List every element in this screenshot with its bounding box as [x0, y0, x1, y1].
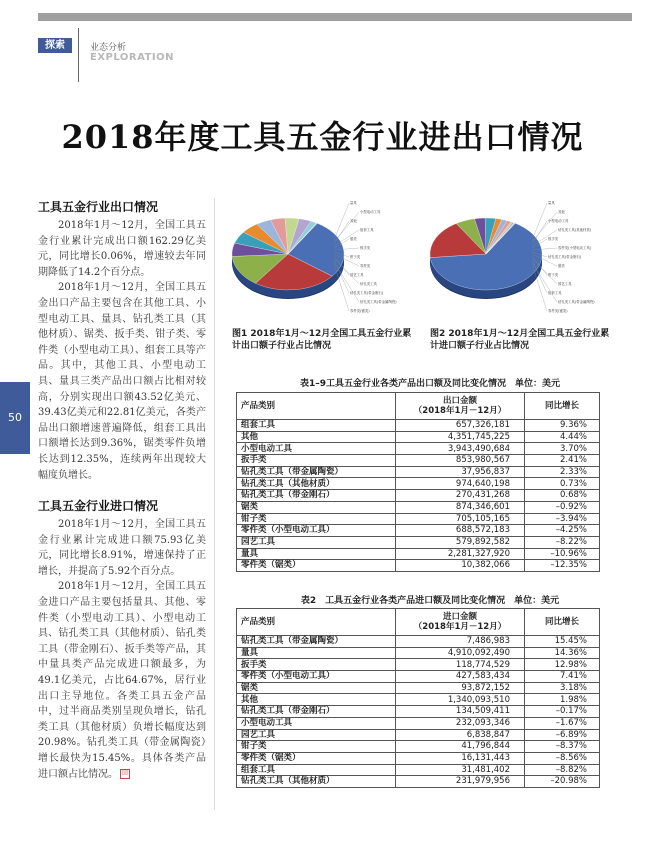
- figure-2-caption: 图2 2018年1月～12月全国工具五金行业累计进口额子行业占比情况: [430, 329, 610, 351]
- cell-category: 钳子类: [237, 513, 396, 525]
- cell-growth: 0.68%: [525, 490, 600, 502]
- cell-amount: 6,838,847: [396, 729, 525, 741]
- export-table: [236, 392, 600, 572]
- cell-growth: –0.92%: [525, 501, 600, 513]
- cell-category: 钳子类: [237, 741, 396, 753]
- cell-growth: 0.73%: [525, 478, 600, 490]
- pie-leader-line: [532, 262, 557, 302]
- pie-label: 量具: [548, 201, 555, 205]
- table-row: [237, 647, 600, 659]
- cell-amount: 2,281,327,920: [396, 548, 525, 560]
- cell-growth: –12.35%: [525, 560, 600, 572]
- pie-leader-line: [334, 262, 359, 302]
- cell-amount: 853,980,567: [396, 455, 525, 467]
- import-table: [236, 608, 600, 788]
- pie-leader-line: [532, 221, 547, 244]
- pie-leader-line: [334, 203, 349, 240]
- table-row: [237, 548, 600, 560]
- pie-label: 钳子类: [548, 273, 559, 277]
- pie-label: 钻孔类工具(带金刚石): [350, 291, 384, 295]
- cell-amount: 232,093,346: [396, 717, 525, 729]
- cell-category: 扳手类: [237, 659, 396, 671]
- table-row: [237, 729, 600, 741]
- cell-growth: –20.98%: [525, 776, 600, 788]
- import-paragraph-1: 2018年1月～12月，全国工具五金行业累计完成进口额75.93亿美元，同比增长8.91%，增速保持了正增长，并提高了5.92个百分点。: [38, 519, 206, 577]
- cell-amount: 37,956,837: [396, 466, 525, 478]
- table-row: [237, 752, 600, 764]
- column-divider: [214, 198, 215, 810]
- cell-amount: 705,105,165: [396, 513, 525, 525]
- table-row: [237, 455, 600, 467]
- cell-growth: 2.41%: [525, 455, 600, 467]
- cell-amount: 10,382,066: [396, 560, 525, 572]
- pie-label: 园艺工具: [350, 273, 364, 277]
- export-paragraph-2: 2018年1月～12月，全国工具五金出口产品主要包含在其他工具、小型电动工具、量具、钻孔类工具（其他材质）、锯类、扳手类、钳子类、零件类（小型电动工具）、组套工具等产品。其中，其他工具、小型电动工具、量具三类产品出口额占比相对较高，分别实现出口额43.52亿美元、39.43亿美元和22.81亿美元，各类产品出口额增速普遍降低，组套工具出口额增长达到9.36%，锯类零件负增长达到12.35%，连续两年出现较大幅度负增长。: [38, 282, 206, 481]
- table-row: [237, 682, 600, 694]
- table-row: [237, 776, 600, 788]
- cell-amount: 974,640,198: [396, 478, 525, 490]
- cell-category: 小型电动工具: [237, 443, 396, 455]
- export-heading: 工具五金行业出口情况: [38, 200, 159, 214]
- table-row: [237, 764, 600, 776]
- table-row: [237, 466, 600, 478]
- cell-growth: –8.82%: [525, 764, 600, 776]
- cell-category: 组套工具: [237, 420, 396, 432]
- cell-category: 钻孔类工具（带金属陶瓷）: [237, 466, 396, 478]
- table-row: [237, 717, 600, 729]
- table-row: [237, 431, 600, 443]
- cell-amount: 16,131,443: [396, 752, 525, 764]
- cell-category: 其他: [237, 694, 396, 706]
- cell-growth: –1.67%: [525, 717, 600, 729]
- cell-growth: –0.17%: [525, 706, 600, 718]
- table-header-growth: 同比增长: [525, 393, 600, 420]
- pie-label: 钻孔类工具(带金属陶瓷): [360, 300, 397, 304]
- cell-growth: –8.22%: [525, 536, 600, 548]
- pie-label: 扳手类: [360, 246, 371, 250]
- cell-growth: 9.36%: [525, 420, 600, 432]
- cell-growth: –3.94%: [525, 513, 600, 525]
- pie-label: 零件类(锯类): [350, 309, 370, 313]
- import-pie-chart: [424, 196, 614, 324]
- pie-label: 组套工具: [548, 291, 562, 295]
- cell-growth: –8.37%: [525, 741, 600, 753]
- pie-leader-line: [532, 203, 547, 240]
- pie-label: 其他: [558, 210, 565, 214]
- table-row: [237, 636, 600, 648]
- figure-1-caption: 图1 2018年1月～12月全国工具五金行业累计出口额子行业占比情况: [232, 329, 412, 351]
- section-name-en: EXPLORATION: [90, 52, 174, 63]
- cell-category: 小型电动工具: [237, 717, 396, 729]
- cell-category: 零件类（小型电动工具）: [237, 525, 396, 537]
- pie-label: 零件类(锯类): [548, 309, 568, 313]
- cell-category: 扳手类: [237, 455, 396, 467]
- cell-growth: 3.70%: [525, 443, 600, 455]
- pie-label: 小型电动工具: [548, 219, 569, 223]
- table-row: [237, 741, 600, 753]
- pie-label: 园艺工具: [558, 282, 572, 286]
- cell-amount: 427,583,434: [396, 671, 525, 683]
- cell-amount: 3,943,490,684: [396, 443, 525, 455]
- cell-growth: 2.33%: [525, 466, 600, 478]
- cell-growth: 15.45%: [525, 636, 600, 648]
- cell-category: 锯类: [237, 682, 396, 694]
- top-bar: [38, 13, 632, 21]
- cell-amount: 4,910,092,490: [396, 647, 525, 659]
- pie-label: 钳子类: [350, 255, 361, 259]
- cell-category: 钻孔类工具（其他材质）: [237, 478, 396, 490]
- import-paragraph-2-text: 2018年1月～12月，全国工具五金进口产品主要包括量具、其他、零件类（小型电动工具）、小型电动工具、钻孔类工具（其他材质）、钻孔类工具（带金刚石）、扳手类等产品，其中量具类产品完成进口额最多，为49.1亿美元，占比64.67%，居行业出口主导地位。各类工具五金产品中，过半商品类别呈现负增长，钻孔类工具（其他材质）负增长幅度达到20.98%。钻孔类工具（带金属陶瓷）增长最快为15.45%。具体各类产品进口额占比情况。: [38, 581, 206, 780]
- cell-category: 其他: [237, 431, 396, 443]
- pie-label: 锯类: [558, 264, 565, 268]
- cell-amount: 657,326,181: [396, 420, 525, 432]
- cell-amount: 31,481,402: [396, 764, 525, 776]
- pie-label: 其他: [350, 219, 357, 223]
- table-row: [237, 490, 600, 502]
- left-column: [38, 198, 206, 782]
- pie-label: 零件类(小型电动工具): [558, 246, 592, 250]
- cell-amount: 134,509,411: [396, 706, 525, 718]
- table-row: [237, 536, 600, 548]
- pie-label: 钻孔类工具(其他材质): [558, 228, 592, 232]
- table-header-category: 产品类别: [237, 393, 396, 420]
- cell-category: 钻孔类工具（其他材质）: [237, 776, 396, 788]
- cell-growth: –8.56%: [525, 752, 600, 764]
- table-header-category: 产品类别: [237, 609, 396, 636]
- cell-category: 零件类（锯类）: [237, 560, 396, 572]
- pie-label: 量具: [350, 201, 357, 205]
- table-row: [237, 501, 600, 513]
- pie-label: 扳手类: [548, 237, 559, 241]
- cell-category: 钻孔类工具（带金刚石）: [237, 490, 396, 502]
- import-paragraph-2: [38, 579, 206, 782]
- cell-amount: 41,796,844: [396, 741, 525, 753]
- table-row: [237, 560, 600, 572]
- pie-label: 钻孔类工具(带金刚石): [548, 255, 582, 259]
- table-row: [237, 659, 600, 671]
- pie-label: 小型电动工具: [360, 210, 381, 214]
- table-header-amount: 出口金额 （2018年1月－12月）: [396, 393, 525, 420]
- section-name: 业态分析: [90, 43, 127, 53]
- cell-category: 零件类（锯类）: [237, 752, 396, 764]
- table-row: [237, 443, 600, 455]
- table-row: [237, 694, 600, 706]
- cell-amount: 579,892,582: [396, 536, 525, 548]
- cell-category: 量具: [237, 647, 396, 659]
- cell-growth: –4.25%: [525, 525, 600, 537]
- cell-amount: 118,774,529: [396, 659, 525, 671]
- pie-leader-line: [334, 221, 349, 244]
- cell-growth: 12.98%: [525, 659, 600, 671]
- section-tag: 探索: [38, 38, 72, 53]
- cell-amount: 4,351,745,225: [396, 431, 525, 443]
- cell-category: 锯类: [237, 501, 396, 513]
- cell-category: 零件类（小型电动工具）: [237, 671, 396, 683]
- cell-growth: 14.36%: [525, 647, 600, 659]
- cell-amount: 93,872,152: [396, 682, 525, 694]
- cell-category: 钻孔类工具（带金刚石）: [237, 706, 396, 718]
- table-row: [237, 513, 600, 525]
- cell-category: 园艺工具: [237, 536, 396, 548]
- cell-category: 量具: [237, 548, 396, 560]
- cell-growth: 4.44%: [525, 431, 600, 443]
- table-1-caption: 表1–9工具五金行业各类产品出口额及同比变化情况 单位：美元: [299, 379, 561, 389]
- cell-growth: 1.98%: [525, 694, 600, 706]
- export-paragraph-1: 2018年1月～12月，全国工具五金行业累计完成出口额162.29亿美元，同比增长0.06%，增速较去年同期降低了14.2个百分点。: [38, 220, 206, 278]
- cell-growth: 7.41%: [525, 671, 600, 683]
- table-header-growth: 同比增长: [525, 609, 600, 636]
- pie-label: 钻孔类工具: [360, 282, 377, 286]
- table-row: [237, 420, 600, 432]
- cell-amount: 7,486,983: [396, 636, 525, 648]
- cell-amount: 1,340,093,510: [396, 694, 525, 706]
- table-2-caption: 表2 工具五金行业各类产品进口额及同比变化情况 单位：美元: [300, 596, 560, 606]
- cell-category: 园艺工具: [237, 729, 396, 741]
- cell-growth: 3.18%: [525, 682, 600, 694]
- table-row: [237, 706, 600, 718]
- cell-category: 组套工具: [237, 764, 396, 776]
- cell-amount: 270,431,268: [396, 490, 525, 502]
- export-pie-chart: [226, 196, 416, 324]
- header-divider: [78, 28, 79, 82]
- page-number: 50: [0, 382, 30, 454]
- import-heading: 工具五金行业进口情况: [38, 499, 159, 514]
- table-row: [237, 478, 600, 490]
- table-row: [237, 525, 600, 537]
- cell-growth: –6.89%: [525, 729, 600, 741]
- end-mark: 回: [121, 770, 128, 778]
- cell-category: 钻孔类工具（带金属陶瓷）: [237, 636, 396, 648]
- pie-label: 组套工具: [360, 228, 374, 232]
- cell-amount: 874,346,601: [396, 501, 525, 513]
- table-header-amount: 进口金额 （2018年1月－12月）: [396, 609, 525, 636]
- pie-label: 钻孔类工具(带金属陶瓷): [558, 300, 595, 304]
- cell-growth: –10.96%: [525, 548, 600, 560]
- article-title: 2018年度工具五金行业进出口情况: [61, 118, 584, 156]
- pie-label: 锯类: [350, 237, 357, 241]
- cell-amount: 231,979,956: [396, 776, 525, 788]
- table-row: [237, 671, 600, 683]
- cell-amount: 688,572,183: [396, 525, 525, 537]
- pie-label: 零件类: [360, 264, 371, 268]
